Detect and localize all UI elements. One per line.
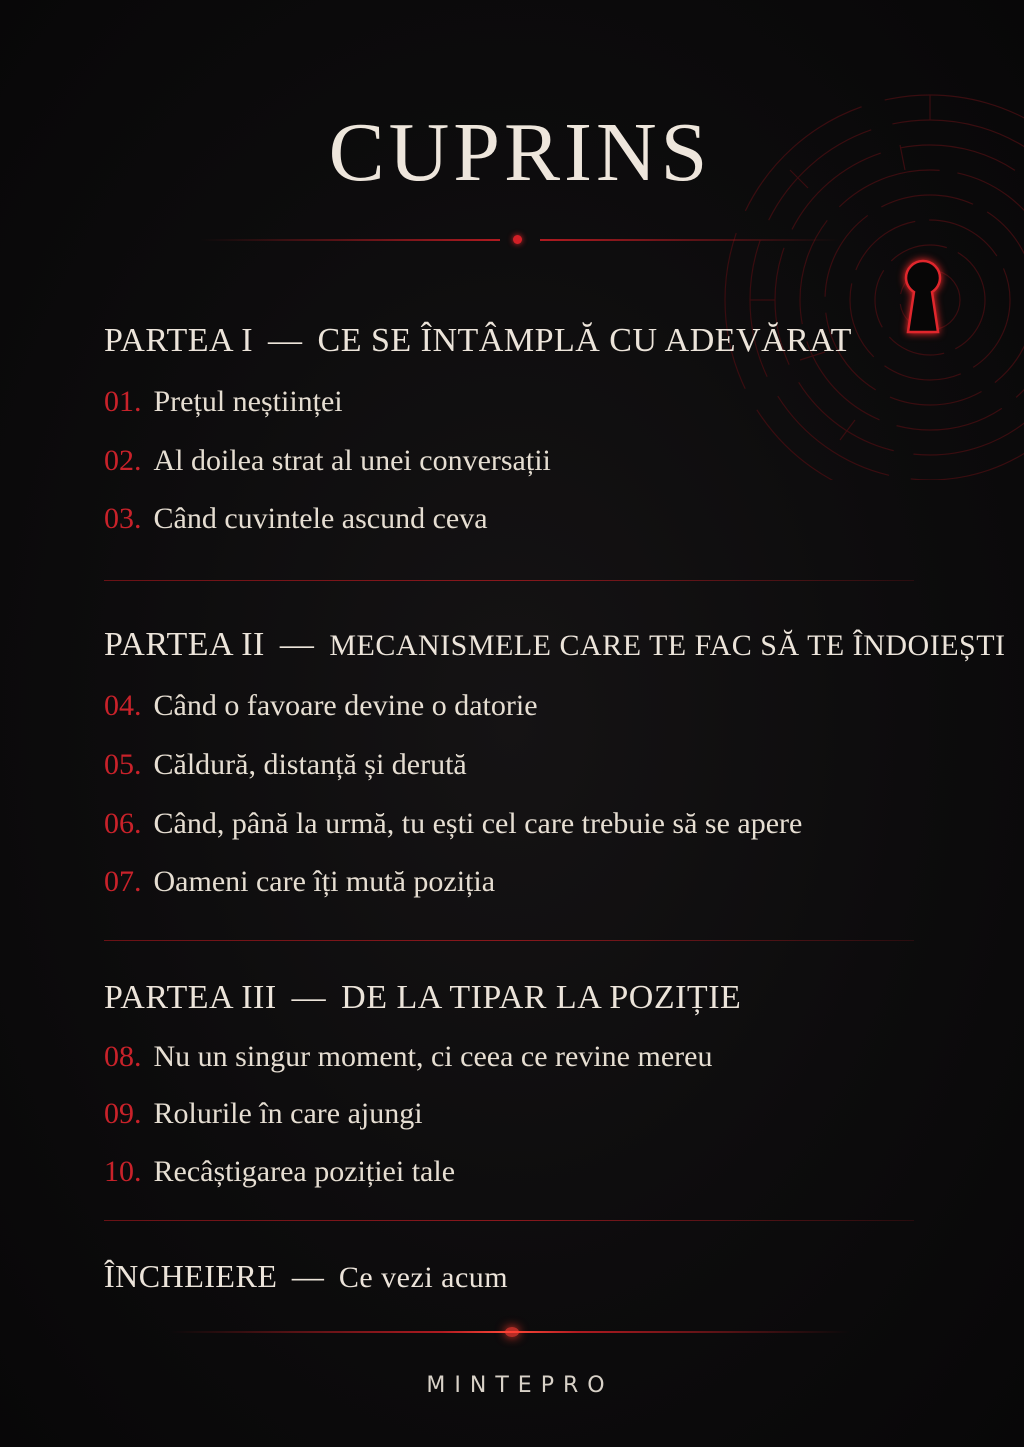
entry-number: 07.	[104, 865, 142, 898]
toc-entry-04[interactable]	[104, 689, 538, 723]
entry-title: Când, până la urmă, tu ești cel care trebuie să se apere	[153, 807, 803, 840]
part-2-label: PARTEA II	[104, 626, 265, 663]
part-3-heading	[104, 979, 741, 1017]
title-rule-left	[200, 239, 500, 241]
toc-entry-02[interactable]	[104, 444, 551, 478]
toc-entry-10[interactable]	[104, 1155, 455, 1189]
conclusion-dash: —	[291, 1258, 325, 1294]
title-rule-right	[540, 239, 840, 241]
entry-number: 06.	[104, 807, 142, 840]
entry-number: 05.	[104, 748, 142, 781]
toc-entry-08[interactable]	[104, 1040, 712, 1074]
part-1-heading	[104, 322, 852, 360]
entry-title: Al doilea strat al unei conversații	[153, 444, 551, 477]
part-1-name: CE SE ÎNTÂMPLĂ CU ADEVĂRAT	[317, 322, 852, 359]
part-2-heading	[104, 626, 1006, 664]
part-2-name: MECANISMELE CARE TE FAC SĂ TE ÎNDOIEȘTI	[329, 629, 1006, 662]
toc-entry-09[interactable]	[104, 1097, 423, 1131]
entry-title: Nu un singur moment, ci ceea ce revine mereu	[153, 1040, 713, 1073]
entry-title: Când o favoare devine o datorie	[153, 689, 538, 722]
entry-number: 04.	[104, 689, 142, 722]
toc-entry-05[interactable]	[104, 748, 467, 782]
part-3-dash: —	[291, 979, 327, 1016]
brand-logo: MINTEPRO	[426, 1373, 614, 1398]
entry-number: 01.	[104, 385, 142, 418]
part-2-dash: —	[279, 626, 315, 663]
entry-title: Prețul neștiinței	[153, 385, 343, 418]
entry-title: Când cuvintele ascund ceva	[153, 502, 488, 535]
part-3-name: DE LA TIPAR LA POZIȚIE	[341, 979, 742, 1016]
bottom-glow-ornament	[505, 1327, 519, 1337]
part-1-dash: —	[268, 322, 303, 359]
section-divider	[104, 940, 914, 941]
section-divider	[104, 1220, 914, 1221]
conclusion-entry[interactable]	[104, 1258, 508, 1295]
conclusion-label: ÎNCHEIERE	[104, 1258, 278, 1294]
keyhole-icon	[906, 216, 954, 332]
toc-entry-06[interactable]	[104, 807, 802, 841]
entry-title: Rolurile în care ajungi	[153, 1097, 423, 1130]
entry-title: Căldură, distanță și derută	[153, 748, 467, 781]
entry-title: Oameni care îți mută poziția	[153, 865, 496, 898]
toc-entry-07[interactable]	[104, 865, 495, 899]
entry-number: 09.	[104, 1097, 142, 1130]
conclusion-title: Ce vezi acum	[338, 1261, 509, 1294]
entry-number: 08.	[104, 1040, 142, 1073]
entry-number: 03.	[104, 502, 142, 535]
title-ornament-dot	[513, 235, 522, 244]
entry-number: 10.	[104, 1155, 142, 1188]
toc-entry-03[interactable]	[104, 502, 488, 536]
section-divider	[104, 580, 914, 581]
toc-entry-01[interactable]	[104, 385, 343, 419]
page-title: CUPRINS	[328, 106, 712, 199]
part-3-label: PARTEA III	[104, 979, 277, 1016]
entry-title: Recâștigarea poziției tale	[153, 1155, 456, 1188]
part-1-label: PARTEA I	[104, 322, 254, 359]
entry-number: 02.	[104, 444, 142, 477]
